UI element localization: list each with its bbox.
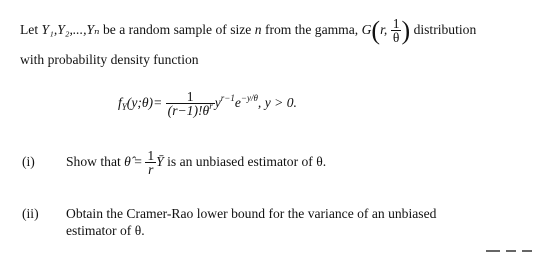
- question-i-label: (i): [22, 154, 35, 169]
- pdf-tail: , y > 0.: [257, 95, 297, 110]
- pdf-den-sup: r: [209, 101, 213, 112]
- gamma-frac-den: θ: [391, 30, 402, 44]
- sample-size-n: n: [254, 22, 262, 37]
- intro-let: Let: [20, 22, 39, 37]
- pdf-lhs-args: (y;θ)=: [126, 95, 163, 110]
- pdf-lhs-f: f: [118, 95, 122, 110]
- pdf-lhs-sub: Y: [121, 102, 127, 112]
- q1-frac-den: r: [145, 162, 156, 176]
- gamma-G: G: [361, 22, 372, 37]
- question-ii-line-2: estimator of θ.: [66, 223, 145, 238]
- pdf-fraction: [166, 90, 215, 117]
- pdf-body-sup2: −y/θ: [240, 93, 258, 103]
- pdf-body-sup1: r−1: [220, 93, 235, 103]
- q1-fraction: [145, 149, 156, 176]
- pdf-body-y: y: [214, 95, 221, 110]
- q1-ybar: Ȳ: [156, 154, 164, 169]
- q1-show-that: Show that: [66, 154, 121, 169]
- q1-frac-num: 1: [147, 148, 155, 164]
- gamma-frac-num: 1: [392, 16, 400, 32]
- pdf-frac-num: 1: [186, 89, 194, 105]
- gamma-r-arg: r,: [380, 22, 388, 37]
- q1-text-after: is an unbiased estimator of θ.: [167, 154, 327, 169]
- question-i-text: [66, 146, 326, 178]
- sample-variables: Y₁,Y₂,...,Yₙ: [41, 22, 100, 37]
- intro-text-after-n: from the gamma,: [264, 22, 359, 37]
- pdf-body-e: e: [234, 95, 241, 110]
- q1-equals: =: [134, 154, 142, 169]
- pdf-frac-den: (r−1)!θ: [167, 103, 210, 119]
- intro-line-1: Let Y₁,Y₂,...,Yₙ be a random sample of size n from the gamma, G(r, $\frac{1}{\theta}$ ) distribution: [20, 15, 477, 46]
- question-ii-line-1: Obtain the Cramer-Rao lower bound for the variance of an unbiased: [66, 206, 437, 221]
- intro-text-mid: be a random sample of size: [102, 22, 252, 37]
- question-ii-label: (ii): [22, 206, 39, 221]
- gamma-fraction: [391, 17, 402, 44]
- pdf-formula: [118, 86, 297, 120]
- intro-distribution: distribution: [413, 22, 477, 37]
- intro-line-2: with probability density function: [20, 52, 199, 67]
- q1-theta-hat: θ̂: [124, 154, 131, 169]
